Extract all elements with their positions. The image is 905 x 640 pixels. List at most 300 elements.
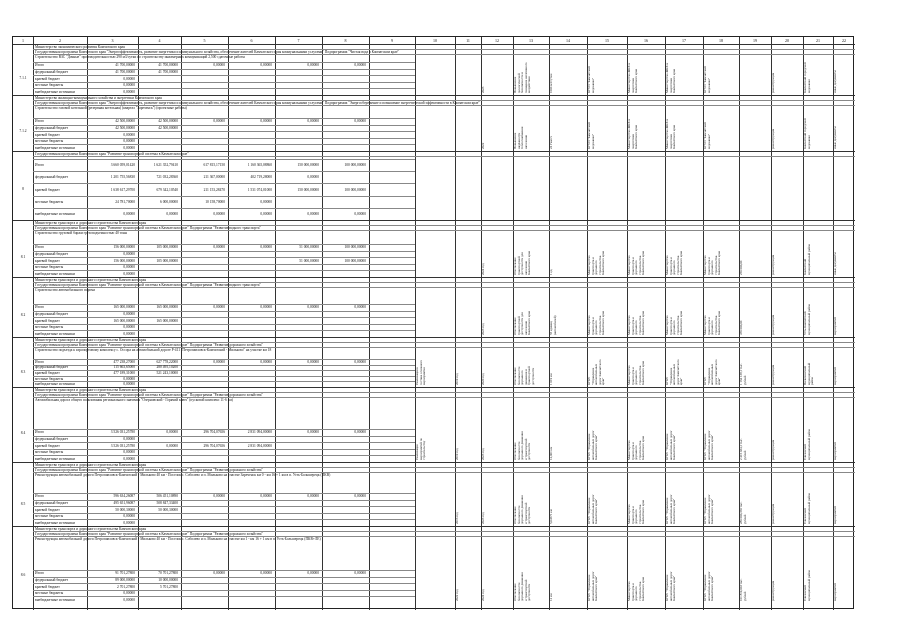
- amount-cell: 91 701,27800: [115, 571, 135, 575]
- row-label-federal: федеральный бюджет: [35, 578, 69, 582]
- program-line: Государственная программа Камчатского края "Развитие транспортной системы в Камчатском крае" Подпрограмма "Развитие дорожного хозяйства": [35, 468, 263, 472]
- amount-cell: 10 158,70000: [205, 200, 225, 204]
- amount-cell: 42 500,00000: [115, 126, 135, 130]
- amount-cell: 0,00000: [307, 175, 319, 179]
- detail-cell: Министерство транспорта и дорожного строительства Камчатского края: [587, 251, 606, 275]
- detail-cell: КГКУ "Управление автомобильных дорог Камчатского края": [587, 571, 599, 601]
- row-label-local: местные бюджеты: [35, 200, 64, 204]
- detail-cell: Министерство транспорта и дорожного строительства Камчатского края: [627, 500, 646, 524]
- detail-cell: Министерство ЖКХ и энергетики Камчатского края: [627, 118, 639, 149]
- amount-cell: 42 500,00000: [115, 119, 135, 123]
- row-divider: [33, 144, 415, 145]
- amount-cell: 280 495,10200: [156, 365, 178, 369]
- amount-cell: 10 000,00000: [158, 578, 178, 582]
- row-label-federal: федеральный бюджет: [35, 252, 69, 256]
- detail-cell: 101 819,003 тыс. рублей: [739, 578, 747, 601]
- amount-cell: 51 000,00000: [299, 245, 319, 249]
- row-label-federal: федеральный бюджет: [35, 501, 69, 505]
- amount-cell: 0,00000: [123, 312, 135, 316]
- row-divider: [33, 208, 415, 209]
- detail-cell: КГКУ "Управление автомобильных дорог Камчатского края": [665, 359, 684, 385]
- amount-cell: 477 189,31000: [113, 371, 135, 375]
- amount-cell: 0,00000: [123, 377, 135, 381]
- row-label-offbudget: внебюджетные источники: [35, 457, 75, 461]
- amount-cell: 627 778,22000: [156, 360, 178, 364]
- detail-cell: реконструкция: [771, 254, 775, 275]
- detail-cell: реконструкция: [771, 72, 775, 93]
- amount-cell: 0,00000: [123, 83, 135, 87]
- row-divider: [33, 596, 415, 597]
- detail-cell: реконструкция: [771, 128, 775, 149]
- amount-cell: 0,00000: [354, 430, 366, 434]
- amount-cell: 0,00000: [354, 119, 366, 123]
- amount-cell: 0,00000: [123, 272, 135, 276]
- program-line: Государственная программа Камчатского края "Энергоэффективность, развитие энергетики и коммунального хозяйства, обеспечение жителей Камчатского края коммунальными услугами" Подпрограмма "Чистая вода в Камчатском крае": [35, 50, 400, 54]
- amount-cell: 617 815,17150: [203, 163, 225, 167]
- detail-cell: Министерство транспорта и дорожного строительства Камчатского края: [703, 311, 722, 335]
- object-name: Строительство автомобильного парома: [35, 288, 96, 292]
- row-label-regional: краевой бюджет: [35, 444, 60, 448]
- row-label-total: Итого: [35, 494, 45, 498]
- detail-cell: 24 Гкал/ч: [549, 136, 553, 149]
- column-number-header: 12: [495, 38, 499, 43]
- block-number: 8.5: [20, 502, 26, 506]
- detail-cell: мероприятий: [833, 506, 837, 524]
- column-number-header: 2: [59, 38, 61, 43]
- column-number-header: 7: [297, 38, 300, 43]
- row-label-local: местные бюджеты: [35, 450, 64, 454]
- row-label-regional: краевой бюджет: [35, 585, 60, 589]
- row-divider: [33, 183, 415, 184]
- detail-cell: КГКУ "Управление автомобильных дорог Камчатского края": [587, 359, 606, 385]
- detail-cell: реконструкция: [771, 364, 775, 385]
- amount-cell: 2 831 094,00000: [247, 444, 272, 448]
- detail-cell: Министерство транспорта и дорожного строительства Камчатского края: [665, 311, 684, 335]
- detail-cell: КГКУ "Управление автомобильных дорог Камчатского края": [665, 494, 677, 524]
- amount-cell: 0,00000: [354, 360, 366, 364]
- row-divider: [33, 330, 415, 331]
- amount-cell: 0,00000: [123, 457, 135, 461]
- object-name: Строительство подъезда к аэропортовому комплексу с. Оссора на автомобильной дороге Р-411 "Петропавловск-Камчатский - Мильково" на участке км 18: [35, 348, 272, 352]
- row-label-local: местные бюджеты: [35, 514, 64, 518]
- detail-cell: КГКУ "Управление автомобильных дорог Камчатского края": [665, 430, 677, 460]
- column-number-header: 4: [158, 38, 161, 43]
- detail-cell: Повышение надёжности теплоснабжения населения: [513, 126, 528, 149]
- amount-cell: 165 000,00000: [156, 305, 178, 309]
- amount-cell: 0,00000: [307, 571, 319, 575]
- detail-cell: Повышение экологической безопасности и снижение негативного воздействия: [513, 62, 532, 93]
- amount-cell: 0,00000: [123, 332, 135, 336]
- row-label-regional: краевой бюджет: [35, 508, 60, 512]
- object-name: Автомобильная дорога общего пользования регионального значения "Озерновский - Горячий ключ" (пусковой комплекс 11-6 км): [35, 398, 233, 402]
- amount-cell: 0,00000: [307, 494, 319, 498]
- amount-cell: 0,00000: [123, 133, 135, 137]
- amount-cell: 150 000,00000: [297, 163, 319, 167]
- detail-cell: 2022 год: [455, 589, 459, 601]
- block-number: 8.6: [20, 573, 26, 577]
- column-number-header: 16: [644, 38, 648, 43]
- amount-cell: 508 847,33400: [156, 501, 178, 505]
- detail-cell: КГКУ "Управление автомобильных дорог Камчатского края": [703, 571, 715, 601]
- program-line: Государственная программа Камчатского края "Развитие транспортной системы в Камчатском крае" Подпрограмма "Развитие водного транспорта": [35, 283, 261, 287]
- amount-cell: 296 704,07656: [203, 430, 225, 434]
- detail-cell: 2023 год: [481, 448, 485, 460]
- detail-cell: КГКУ "Управление автомобильных дорог Камчатского края": [665, 571, 677, 601]
- detail-cell: Министерство транспорта и дорожного строительства Камчатского края: [627, 251, 646, 275]
- ministry-line: Министерство транспорта и дорожного строительства Камчатского края: [35, 221, 146, 225]
- detail-cell: Камчатский муниципальный район: [803, 244, 811, 275]
- amount-cell: 24 781,70000: [115, 200, 135, 204]
- block-number: 7.1.1: [19, 76, 27, 80]
- detail-cell: Министерство транспорта и дорожного строительства Камчатского края: [587, 311, 606, 335]
- amount-cell: 0,00000: [123, 252, 135, 256]
- row-label-federal: федеральный бюджет: [35, 70, 69, 74]
- amount-cell: 0,00000: [213, 63, 225, 67]
- row-label-regional: краевой бюджет: [35, 371, 60, 375]
- detail-cell: иные документы: [833, 126, 837, 149]
- detail-cell: КГКУ "Управление автомобильных дорог Камчатского края": [703, 494, 715, 524]
- row-label-total: Итого: [35, 305, 45, 309]
- block-number: 8.2: [20, 313, 26, 317]
- detail-cell: Реализация мероприятий по строительству: [415, 438, 427, 460]
- program-line: Государственная программа Камчатского края "Развитие транспортной системы в Камчатском крае" Подпрограмма "Развитие дорожного хозяйства": [35, 532, 263, 536]
- amount-cell: 0,00000: [260, 360, 272, 364]
- row-label-local: местные бюджеты: [35, 83, 64, 87]
- detail-cell: Министерство ЖКХ и энергетики Камчатского края: [665, 118, 677, 149]
- row-label-local: местные бюджеты: [35, 591, 64, 595]
- column-number-header: 22: [842, 38, 846, 43]
- detail-cell: Обеспечение безопасности дорожного движения и транспортной доступности: [513, 366, 535, 385]
- detail-cell: 12 км: [549, 593, 553, 601]
- amount-cell: 41 700,00000: [158, 63, 178, 67]
- row-label-offbudget: внебюджетные источники: [35, 272, 75, 276]
- row-label-total: Итого: [35, 63, 45, 67]
- detail-cell: КГКУ "Управление автомобильных дорог Камчатского края": [703, 430, 715, 460]
- row-divider: [33, 442, 415, 443]
- row-label-offbudget: внебюджетные источники: [35, 598, 75, 602]
- object-name: Строительство ВЗС "Дачные" производительностью 290 м3/сутки по строительству инженерных коммуникаций 2,500 сдаточные работы: [35, 55, 245, 59]
- amount-cell: 165 000,00000: [113, 305, 135, 309]
- row-divider: [33, 171, 415, 172]
- detail-cell: Вилючинский муниципальный район: [803, 362, 815, 385]
- detail-cell: 1 164 138,1 тыс. рублей: [739, 363, 747, 385]
- detail-cell: 2020 год: [481, 373, 485, 385]
- amount-cell: 2 831 094,00000: [247, 430, 272, 434]
- amount-cell: 0,00000: [354, 571, 366, 575]
- ministry-line: Министерство экономического развития Камчатского края: [35, 45, 125, 49]
- amount-cell: 0,00000: [307, 63, 319, 67]
- amount-cell: 1 531 074,01000: [247, 188, 272, 192]
- column-number-header: 13: [529, 38, 533, 43]
- amount-cell: 0,00000: [213, 212, 225, 216]
- object-name: Реконструкция автомобильной дороги Петропавловск-Камчатский - Мильково 40 км - Поселок с. Соболево и п. Мильково на участке Зареченск км 0 - км 16 + 1 км в п. Усть-Большерецк (ПКВ): [35, 473, 331, 477]
- amount-cell: 0,00000: [123, 598, 135, 602]
- amount-cell: 0,00000: [123, 90, 135, 94]
- row-divider: [33, 455, 415, 456]
- amount-cell: 0,00000: [166, 212, 178, 216]
- row-divider: [33, 88, 415, 89]
- block-number: 8: [22, 187, 24, 191]
- detail-cell: 250 000,00: [739, 260, 743, 275]
- column-divider: [415, 37, 416, 610]
- row-label-offbudget: внебюджетные источники: [35, 521, 75, 525]
- object-name: Реконструкция автомобильной дороги Петропавловск-Камчатский - Мильково 40 км - Поселок с. Соболево и п. Мильково на участке км 1 - км 16 + 1 км в п. Усть-Большерецк (ПКВ+ЛЕ): [35, 537, 321, 541]
- row-label-total: Итого: [35, 119, 45, 123]
- detail-cell: 2023 год: [481, 512, 485, 524]
- row-label-federal: федеральный бюджет: [35, 365, 69, 369]
- detail-cell: КГКУ "Управление автомобильных дорог Камчатского края": [703, 359, 722, 385]
- row-label-federal: федеральный бюджет: [35, 126, 69, 130]
- amount-cell: 679 342,10540: [156, 188, 178, 192]
- row-label-offbudget: внебюджетные источники: [35, 90, 75, 94]
- detail-cell: Министерство ЖКХ и энергетики Камчатского края: [627, 62, 639, 93]
- ministry-line: Министерство транспорта и дорожного строительства Камчатского края: [35, 338, 146, 342]
- column-number-header: 21: [816, 38, 820, 43]
- row-label-offbudget: внебюджетные источники: [35, 146, 75, 150]
- amount-cell: 0,00000: [307, 305, 319, 309]
- column-number-header: 20: [785, 38, 789, 43]
- column-number-header: 9: [391, 38, 393, 43]
- detail-cell: Министерство транспорта и дорожного строительства Камчатского края: [627, 311, 646, 335]
- row-label-regional: краевой бюджет: [35, 319, 60, 323]
- detail-cell: КГУП "Камчатский водоканал": [703, 122, 711, 149]
- detail-cell: Обеспечение безопасности дорожного движения и транспортной доступности: [513, 495, 532, 524]
- detail-cell: мероприятий: [833, 583, 837, 601]
- amount-cell: 0,00000: [123, 325, 135, 329]
- amount-cell: 3 526 031,25780: [110, 444, 135, 448]
- row-label-regional: краевой бюджет: [35, 77, 60, 81]
- row-label-total: Итого: [35, 430, 45, 434]
- column-number-header: 14: [566, 38, 570, 43]
- detail-cell: реконструкция: [771, 503, 775, 524]
- detail-cell: Елизовский муниципальный район: [803, 570, 811, 601]
- detail-cell: 2024 год: [481, 263, 485, 275]
- detail-cell: КГКУ "Управление автомобильных дорог Камчатского края": [587, 494, 599, 524]
- amount-cell: 0,00000: [260, 245, 272, 249]
- block-divider: [13, 44, 855, 45]
- amount-cell: 596 634,26087: [113, 494, 135, 498]
- row-divider: [33, 506, 415, 507]
- amount-cell: 0,00000: [213, 360, 225, 364]
- detail-cell: 1000 м3/сутки: [549, 73, 553, 93]
- amount-cell: 0,00000: [260, 212, 272, 216]
- detail-cell: Министерство транспорта и дорожного строительства Камчатского края: [703, 251, 722, 275]
- amount-cell: 0,00000: [260, 200, 272, 204]
- amount-cell: 0,00000: [354, 63, 366, 67]
- detail-cell: КГУП "Камчатский водоканал": [587, 66, 595, 93]
- ministry-line: Министерство транспорта и дорожного строительства Камчатского края: [35, 527, 146, 531]
- block-number: 7.1.2: [19, 129, 27, 133]
- row-divider: [33, 270, 415, 271]
- row-divider: [33, 196, 415, 197]
- amount-cell: 0,00000: [260, 571, 272, 575]
- amount-cell: 402 719,28000: [250, 175, 272, 179]
- amount-cell: 165 000,00000: [156, 319, 178, 323]
- detail-cell: 2024 год: [481, 589, 485, 601]
- amount-cell: 0,00000: [213, 494, 225, 498]
- column-number-header: 19: [753, 38, 757, 43]
- amount-cell: 41 700,00000: [158, 70, 178, 74]
- column-divider: [455, 37, 456, 610]
- object-name: Строительство газовой котельной (резервная котельная) (квартал "Зареченск") (проектные работы): [35, 106, 187, 110]
- detail-cell: Реализация в составе основного мероприятия: [415, 359, 427, 385]
- detail-cell: КГУП "Камчатский водоканал": [703, 66, 711, 93]
- program-line: Государственная программа Камчатского края "Развитие транспортной системы в Камчатском крае" Подпрограмма "Развитие водного транспорта": [35, 226, 261, 230]
- detail-cell: Министерство транспорта и дорожного строительства Камчатского края: [627, 577, 646, 601]
- detail-cell: иные документы: [833, 70, 837, 93]
- amount-cell: 0,00000: [123, 139, 135, 143]
- amount-cell: 1 201 755,56830: [110, 175, 135, 179]
- row-label-regional: краевой бюджет: [35, 188, 60, 192]
- detail-cell: 55 единиц (автомобилей): [549, 315, 557, 335]
- detail-cell: Обеспечение безопасности дорожного движения и транспортной доступности: [513, 431, 532, 460]
- detail-cell: реконструкция: [771, 439, 775, 460]
- column-number-header: 17: [682, 38, 686, 43]
- amount-cell: 70 701,27800: [158, 571, 178, 575]
- column-number-header: 8: [344, 38, 347, 43]
- amount-cell: 0,00000: [307, 212, 319, 216]
- row-label-federal: федеральный бюджет: [35, 312, 69, 316]
- amount-cell: 3 660 059,01420: [110, 163, 135, 167]
- amount-cell: 0,00000: [123, 265, 135, 269]
- amount-cell: 156 000,00000: [113, 245, 135, 249]
- amount-cell: 0,00000: [307, 360, 319, 364]
- amount-cell: 100 000,00000: [344, 163, 366, 167]
- row-divider: [33, 317, 415, 318]
- amount-cell: 521 243,10000: [156, 371, 178, 375]
- amount-cell: 1 160 365,08860: [247, 163, 272, 167]
- amount-cell: 100 000,00000: [344, 259, 366, 263]
- row-divider: [33, 519, 415, 520]
- amount-cell: 211 367,00000: [203, 175, 225, 179]
- row-label-federal: федеральный бюджет: [35, 437, 69, 441]
- row-label-local: местные бюджеты: [35, 139, 64, 143]
- amount-cell: 5 701,27800: [160, 585, 178, 589]
- detail-cell: КГУП "Камчатский водоканал": [587, 122, 595, 149]
- amount-cell: 42 500,00000: [158, 119, 178, 123]
- detail-cell: 5,04571 км: [549, 509, 553, 524]
- block-number: 8.3: [20, 370, 26, 374]
- amount-cell: 0,00000: [260, 494, 272, 498]
- detail-cell: 2016 год: [455, 512, 459, 524]
- amount-cell: 1 621 352,79410: [153, 163, 178, 167]
- amount-cell: 211 153,28470: [203, 188, 225, 192]
- row-divider: [33, 131, 415, 132]
- amount-cell: 51 000,00000: [299, 259, 319, 263]
- row-label-local: местные бюджеты: [35, 325, 64, 329]
- row-divider: [33, 156, 855, 157]
- program-line: Государственная программа Камчатского края "Развитие транспортной системы в Камчатском крае" Подпрограмма "Развитие дорожного хозяйства": [35, 343, 263, 347]
- amount-cell: 0,00000: [213, 305, 225, 309]
- amount-cell: 506 451,10890: [156, 494, 178, 498]
- column-number-header: 6: [250, 38, 253, 43]
- amount-cell: 89 000,00000: [115, 578, 135, 582]
- column-number-header: 10: [433, 38, 437, 43]
- amount-cell: 50 000,30000: [158, 508, 178, 512]
- amount-cell: 115 663,65000: [113, 365, 135, 369]
- detail-cell: мероприятий: [833, 442, 837, 460]
- column-number-header: 18: [719, 38, 723, 43]
- amount-cell: 0,00000: [213, 245, 225, 249]
- amount-cell: 2 701,27800: [117, 585, 135, 589]
- amount-cell: 0,00000: [213, 119, 225, 123]
- column-number-header: 11: [466, 38, 470, 43]
- amount-cell: 100 000,00000: [344, 245, 366, 249]
- detail-cell: 280 000,366 тыс. рублей: [739, 501, 747, 524]
- row-label-offbudget: внебюджетные источники: [35, 382, 75, 386]
- column-number-header: 3: [111, 38, 114, 43]
- detail-cell: 2 416 034,1 тыс. рублей: [739, 438, 747, 460]
- amount-cell: 100 000,00000: [344, 188, 366, 192]
- detail-cell: Елизовский муниципальный район: [803, 493, 811, 524]
- column-number-header: 5: [203, 38, 206, 43]
- row-label-regional: краевой бюджет: [35, 133, 60, 137]
- amount-cell: 0,00000: [123, 146, 135, 150]
- row-label-offbudget: внебюджетные источники: [35, 332, 75, 336]
- program-line: Государственная программа Камчатского края "Развитие транспортной системы в Камчатском крае": [35, 152, 189, 156]
- amount-cell: 0,00000: [354, 212, 366, 216]
- object-name: Строительство грузовой баржи грузоподъемностью 40 тонн: [35, 231, 127, 235]
- detail-cell: Камчатский городской водоканал: [803, 62, 811, 93]
- detail-cell: Усть-Камчатский муниципальный район: [803, 304, 811, 335]
- detail-cell: 470 000,00: [739, 320, 743, 335]
- row-label-total: Итого: [35, 245, 45, 249]
- amount-cell: 105 000,00000: [156, 259, 178, 263]
- detail-cell: 2023: [481, 86, 485, 93]
- row-label-total: Итого: [35, 163, 45, 167]
- detail-cell: Министерство транспорта и дорожного строительства Камчатского края: [665, 251, 684, 275]
- amount-cell: 42 500,00000: [158, 126, 178, 130]
- amount-cell: 0,00000: [123, 77, 135, 81]
- budget-table: [12, 36, 854, 609]
- amount-cell: 6 000,00000: [160, 200, 178, 204]
- amount-cell: 0,00000: [307, 119, 319, 123]
- amount-cell: 0,00000: [260, 305, 272, 309]
- detail-cell: иные документы: [833, 252, 837, 275]
- column-number-header: 1: [22, 38, 24, 43]
- detail-cell: реконструкция: [771, 580, 775, 601]
- amount-cell: 156 000,00000: [113, 259, 135, 263]
- row-label-local: местные бюджеты: [35, 377, 64, 381]
- amount-cell: 0,00000: [123, 437, 135, 441]
- amount-cell: 165 000,00000: [113, 319, 135, 323]
- block-number: 8.1: [20, 255, 26, 259]
- amount-cell: 0,00000: [123, 382, 135, 386]
- amount-cell: 41 700,00000: [115, 70, 135, 74]
- detail-cell: мероприятий: [833, 367, 837, 385]
- program-line: Государственная программа Камчатского края "Развитие транспортной системы в Камчатском крае" Подпрограмма "Развитие дорожного хозяйства": [35, 393, 263, 397]
- amount-cell: 495 651,96087: [113, 501, 135, 505]
- detail-cell: 2019 год: [455, 373, 459, 385]
- row-label-total: Итого: [35, 360, 45, 364]
- ministry-line: Министерство жилищно-коммунального хозяйства и энергетики Камчатского края: [35, 96, 162, 100]
- detail-cell: мероприятий: [833, 317, 837, 335]
- detail-cell: 1 ед.: [549, 268, 553, 275]
- row-divider: [33, 75, 415, 76]
- amount-cell: 0,00000: [354, 305, 366, 309]
- row-label-total: Итого: [35, 571, 45, 575]
- amount-cell: 0,00000: [123, 450, 135, 454]
- detail-cell: 12,001 км: [549, 446, 553, 460]
- detail-cell: Министерство транспорта и дорожного строительства Камчатского края: [627, 436, 646, 460]
- amount-cell: 477 238,27000: [113, 360, 135, 364]
- amount-cell: 0,00000: [123, 521, 135, 525]
- detail-cell: 1 019 км: [549, 373, 553, 385]
- row-divider: [33, 583, 415, 584]
- ministry-line: Министерство транспорта и дорожного строительства Камчатского края: [35, 463, 146, 467]
- amount-cell: 150 000,00000: [297, 188, 319, 192]
- detail-cell: Обеспечение транспортной доступности для населения Камчатского края: [513, 251, 532, 275]
